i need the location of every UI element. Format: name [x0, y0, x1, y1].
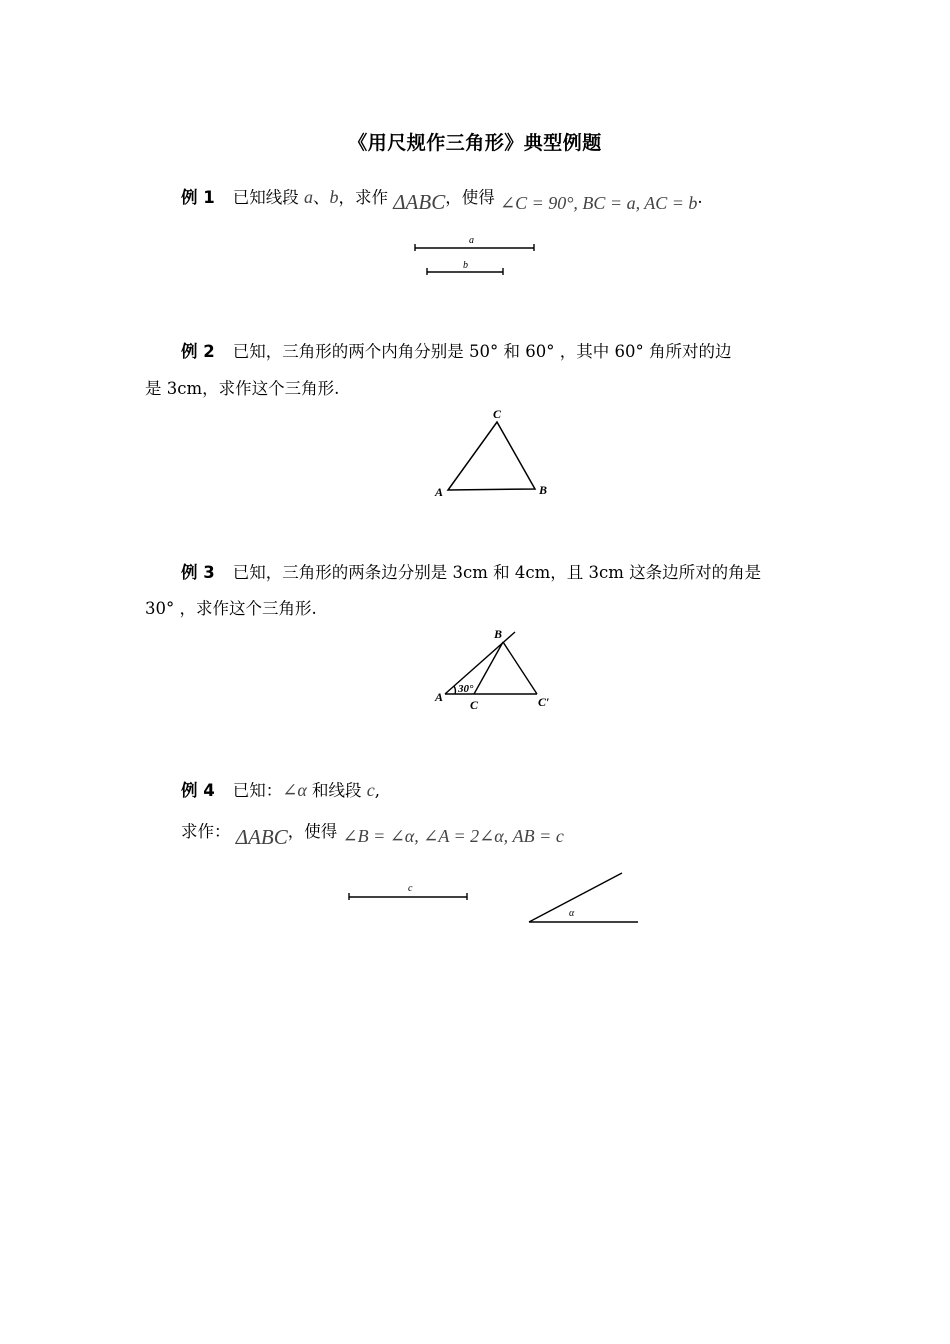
ex4-triangle: ΔABC [235, 825, 288, 849]
ray-from-a [445, 632, 515, 694]
ex4-text-b: 和线段 [312, 781, 362, 800]
example-3-line-2: 30° ，求作这个三角形. [145, 599, 317, 618]
ex2-line1: 已知，三角形的两个内角分别是 50° 和 60° ，其中 60° 角所对的边 [232, 342, 732, 361]
ex1-triangle: ΔABC [393, 190, 446, 214]
ex1-text-c: ，使得 [445, 188, 495, 207]
vertex-b-label: B [494, 627, 503, 641]
example-4-label: 例 4 [181, 781, 215, 800]
example-3-line-1 [181, 561, 761, 585]
ex4-condition: ∠B = ∠α, ∠A = 2∠α, AB = c [342, 826, 564, 846]
page-title: 《用尺规作三角形》典型例题 [348, 132, 602, 154]
ex4-alpha: ∠α [282, 780, 307, 800]
vertex-c-label: C [493, 407, 502, 421]
ex4-line2-prefix: 求作： [181, 822, 231, 841]
segment-a-label: a [469, 235, 474, 246]
ex1-text-a: 已知线段 [232, 188, 299, 207]
vertex-b-label: B [539, 483, 548, 497]
ex1-var-a: a [303, 187, 313, 207]
segment-b-label: b [463, 260, 468, 271]
ex3-line1: 已知，三角形的两条边分别是 3cm 和 4cm，且 3cm 这条边所对的角是 [232, 563, 762, 582]
example-1-label: 例 1 [181, 188, 215, 207]
example-2-line-1 [181, 340, 731, 364]
ex1-sep: 、 [312, 188, 330, 207]
example-3-label: 例 3 [181, 563, 215, 582]
angle-alpha-label: α [569, 908, 575, 919]
segment-c-label: c [408, 883, 413, 894]
ex1-text-b: ，求作 [338, 188, 388, 207]
ex1-end: . [697, 188, 703, 207]
side-bc [474, 642, 503, 694]
example-1-statement [181, 184, 703, 214]
ex4-text-c: , [374, 781, 381, 800]
side-bc2 [503, 642, 537, 694]
ex1-var-b: b [329, 187, 339, 207]
example-2-figure [425, 404, 565, 504]
example-4-figure [340, 865, 650, 935]
ex4-var-c: c [366, 780, 375, 800]
vertex-c-label: C [470, 698, 479, 712]
ex4-text-d: ，使得 [287, 822, 338, 841]
angle-30-label: 30° [458, 683, 474, 695]
example-3-figure [425, 622, 565, 717]
example-2-label: 例 2 [181, 342, 215, 361]
example-1-figure [400, 228, 550, 280]
ex4-text-a: 已知： [232, 781, 283, 800]
example-4-line-1 [181, 778, 380, 803]
vertex-a-label: A [435, 485, 444, 499]
example-2-line-2: 是 3cm，求作这个三角形. [145, 379, 340, 398]
example-4-line-2 [181, 818, 564, 849]
triangle-abc [448, 422, 535, 490]
vertex-a-label: A [435, 690, 444, 704]
angle-ray [529, 873, 622, 922]
ex1-condition: ∠C = 90°, BC = a, AC = b [499, 193, 698, 213]
vertex-c-prime-label: C′ [538, 695, 550, 709]
